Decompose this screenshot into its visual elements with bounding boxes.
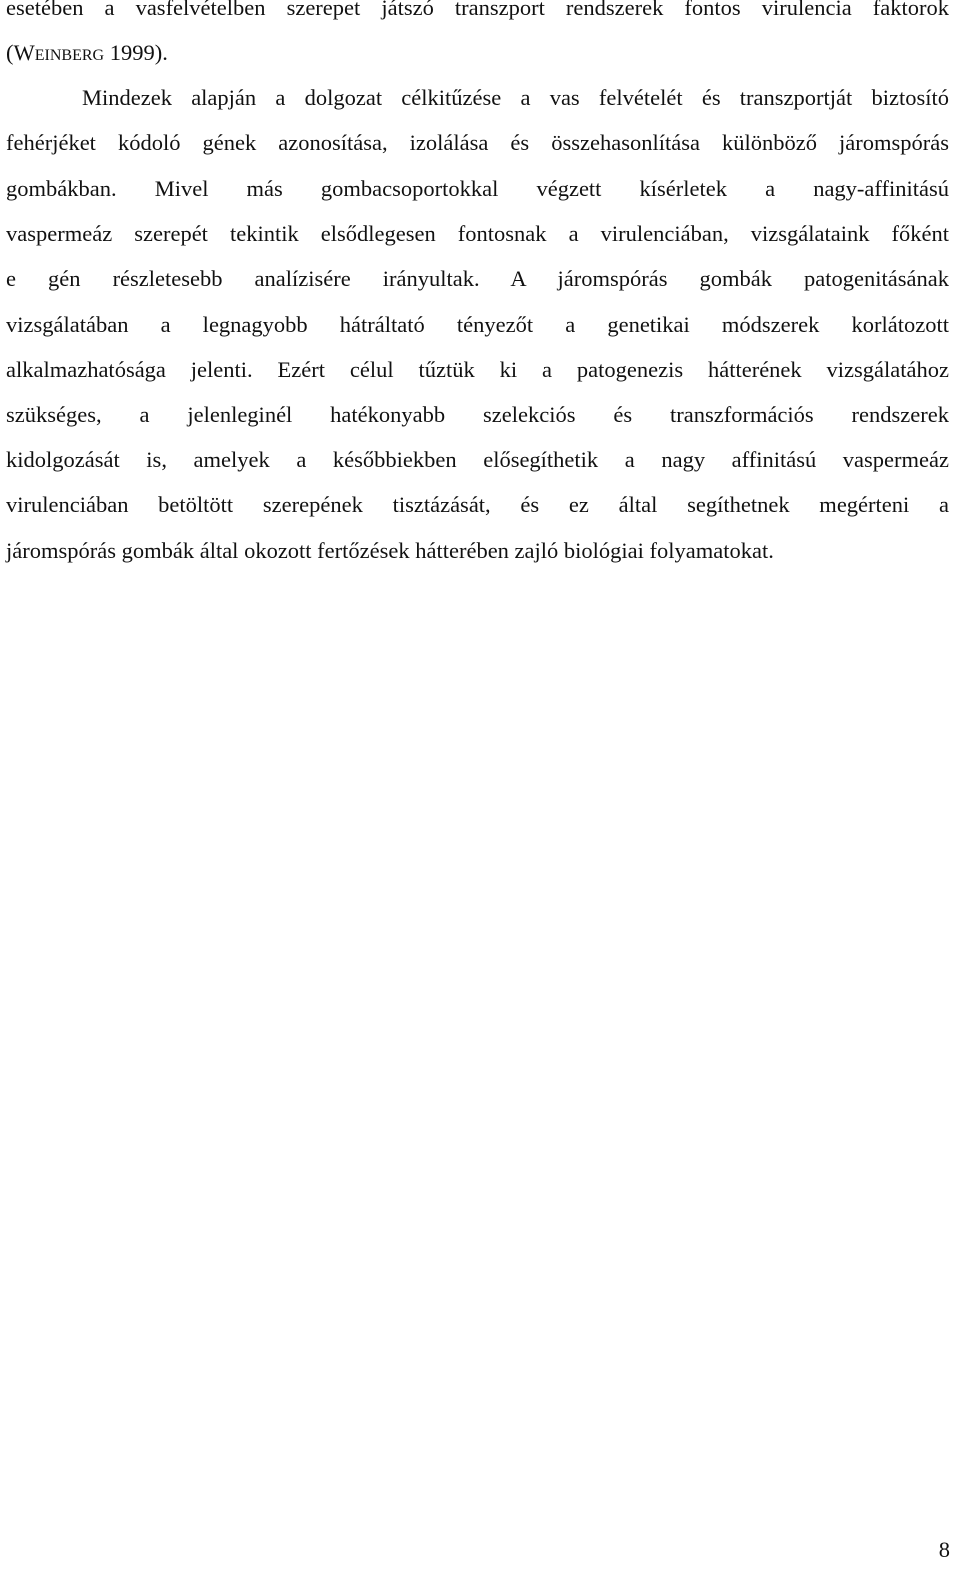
citation-open-paren: ( [6, 40, 14, 65]
text-line-4: fehérjéket kódoló gének azonosítása, izolálása és összehasonlítása különböző járomspórás [6, 130, 949, 155]
text-line-8: vizsgálatában a legnagyobb hátráltató tényezőt a genetikai módszerek korlátozott [6, 312, 949, 337]
paragraph-first-line: Mindezek alapján a dolgozat célkitűzése a vas felvételét és transzportját biztosító [82, 85, 949, 110]
text-line-11: kidolgozását is, amelyek a későbbiekben elősegíthetik a nagy affinitású vaspermeáz [6, 447, 949, 472]
text-line-9: alkalmazhatósága jelenti. Ezért célul tűztük ki a patogenezis hátterének vizsgálatához [6, 357, 949, 382]
text-line-6: vaspermeáz szerepét tekintik elsődlegesen fontosnak a virulenciában, vizsgálataink főként [6, 221, 949, 246]
paragraph-last-line: járomspórás gombák által okozott fertőzések hátterében zajló biológiai folyamatokat. [6, 538, 774, 563]
citation-line [6, 39, 949, 67]
text-line-10: szükséges, a jelenleginél hatékonyabb szelekciós és transzformációs rendszerek [6, 402, 949, 427]
text-line-5: gombákban. Mivel más gombacsoportokkal végzett kísérletek a nagy-affinitású [6, 176, 949, 201]
text-line-1: esetében a vasfelvételben szerepet játszó transzport rendszerek fontos virulencia faktorok [6, 0, 949, 20]
citation-year: 1999). [104, 40, 168, 65]
text-line-7: e gén részletesebb analízisére irányultak. A járomspórás gombák patogenitásának [6, 266, 949, 291]
page-number: 8 [938, 1537, 950, 1562]
citation-author: Weinberg [13, 40, 105, 65]
text-line-12: virulenciában betöltött szerepének tisztázását, és ez által segíthetnek megérteni a [6, 492, 949, 517]
